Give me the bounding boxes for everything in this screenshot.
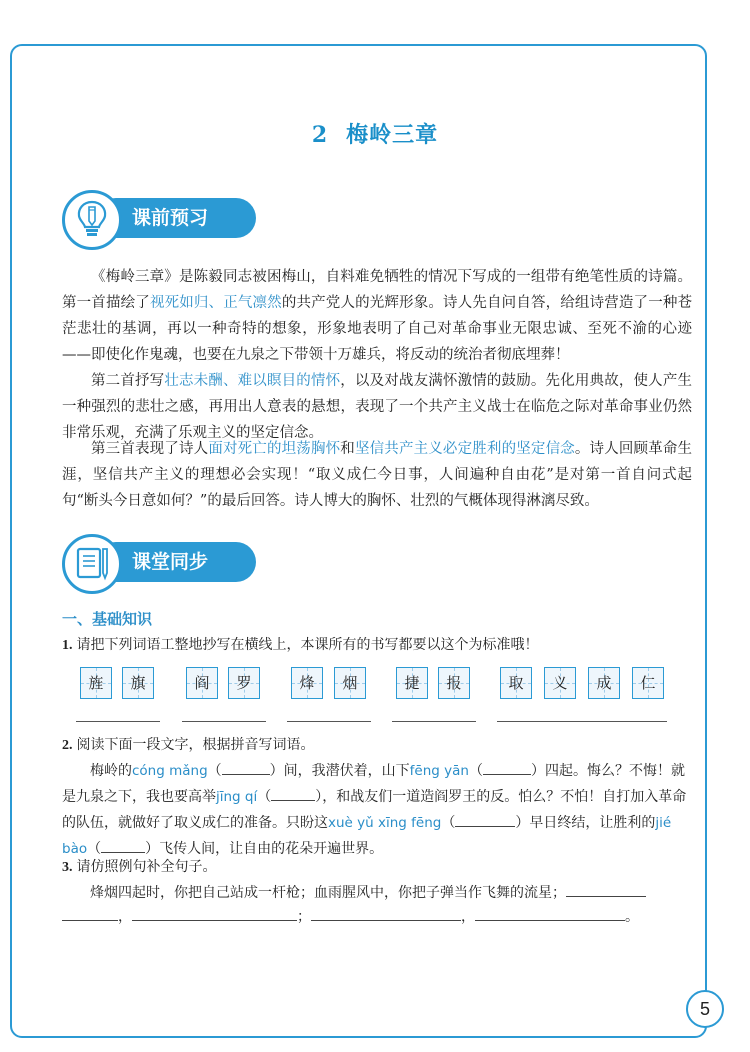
answer-blank[interactable] [566, 880, 646, 897]
preview-paragraph-1: 《梅岭三章》是陈毅同志被困梅山，自料难免牺牲的情况下写成的一组带有绝笔性质的诗篇。第一首描绘了视死如归、正气凛然的共产党人的光辉形象。诗人先自问自答，给组诗营造了一种苍茫悲壮的基调，再以一种奇特的想象，形象地表明了自己对革命事业无限忠诚、至死不渝的心迹——即使化作鬼魂，也要在九泉之下带领十万雄兵，将反动的统治者彻底埋葬！ [62, 269, 693, 363]
preview-paragraph-2: 第二首抒写壮志未酬、难以瞑目的情怀，以及对战友满怀激情的鼓励。先化用典故，使人产生一种强烈的悲壮之感，再用出人意表的悬想，表现了一个共产主义战士在临危之际对革命事业仍然非常乐观，充满了乐观主义的坚定信念。 [62, 373, 693, 441]
section-heading-basics: 一、基础知识 [62, 610, 153, 628]
lesson-title [0, 118, 750, 149]
pinyin: jié bào [62, 815, 672, 857]
highlight-text: 壮志未酬、难以瞑目的情怀 [164, 373, 341, 389]
lesson-name: 梅岭三章 [346, 122, 439, 148]
writing-line[interactable] [392, 721, 476, 722]
pencil-lightbulb-icon [62, 190, 122, 250]
top-margin [0, 0, 750, 44]
preview-banner-label: 课前预习 [96, 198, 256, 238]
question-2: 2. 阅读下面一段文字，根据拼音写词语。 [62, 737, 315, 753]
char-box: 阎 [186, 667, 218, 699]
answer-blank[interactable] [311, 904, 461, 921]
imitation-lines: ， ； ， 。 [62, 904, 694, 930]
lesson-number: 2 [311, 122, 329, 148]
char-box: 捷 [396, 667, 428, 699]
question-1: 1. 请把下列词语工整地抄写在横线上，本课所有的书写都要以这个为标准哦！ [62, 637, 539, 653]
pinyin: xuè yǔ xīng fēng [328, 815, 442, 831]
answer-blank[interactable] [101, 836, 145, 853]
answer-blank[interactable] [62, 904, 118, 921]
answer-blank[interactable] [132, 904, 297, 921]
answer-blank[interactable] [222, 758, 270, 775]
char-box: 旗 [122, 667, 154, 699]
page-number: 5 [686, 990, 724, 1028]
classroom-banner-label: 课堂同步 [96, 542, 256, 582]
char-box: 取 [500, 667, 532, 699]
reading-passage: 梅岭的cóng mǎng（ ）间，我潜伏着，山下fēng yān（ ）四起。悔么？不悔！就是九泉之下，我也要高举jīng qí（ ），和战友们一道造阎罗王的反。怕么？不怕！自打加入革命的队伍，就做好了取义成仁的准备。只盼这xuè yǔ xīng fēng（ ）早日终结，让胜利的jié bào（ ）飞传人间，让自由的花朵开遍世界。 [62, 758, 694, 862]
writing-line[interactable] [76, 721, 160, 722]
preview-paragraph-3: 第三首表现了诗人面对死亡的坦荡胸怀和坚信共产主义必定胜利的坚定信念。诗人回顾革命生涯，坚信共产主义的理想必会实现！“取义成仁今日事，人间遍种自由花”是对第一首自问式起句“断头今日意如何？”的最后回答。诗人博大的胸怀、壮烈的气概体现得淋漓尽致。 [62, 441, 693, 509]
question-3: 3. 请仿照例句补全句子。 [62, 859, 217, 875]
answer-blank[interactable] [483, 758, 531, 775]
pinyin: jīng qí [216, 789, 258, 805]
char-box: 成 [588, 667, 620, 699]
char-box: 报 [438, 667, 470, 699]
writing-line[interactable] [287, 721, 371, 722]
answer-blank[interactable] [475, 904, 625, 921]
char-box: 义 [544, 667, 576, 699]
highlight-text: 坚信共产主义必定胜利的坚定信念 [354, 441, 575, 457]
writing-line[interactable] [182, 721, 266, 722]
notebook-pen-icon [62, 534, 122, 594]
char-box: 烽 [291, 667, 323, 699]
answer-blank[interactable] [271, 784, 315, 801]
pinyin: fēng yān [409, 763, 469, 779]
pinyin: cóng mǎng [132, 763, 208, 779]
imitation-example: 烽烟四起时，你把自己站成一杆枪；血雨腥风中，你把子弹当作飞舞的流星； [62, 880, 694, 906]
answer-blank[interactable] [455, 810, 515, 827]
char-box: 仁 [632, 667, 664, 699]
char-box: 烟 [334, 667, 366, 699]
highlight-text: 视死如归、正气凛然 [149, 295, 282, 311]
char-box: 罗 [228, 667, 260, 699]
highlight-text: 面对死亡的坦荡胸怀 [208, 441, 341, 457]
char-box: 旌 [80, 667, 112, 699]
writing-line[interactable] [497, 721, 667, 722]
